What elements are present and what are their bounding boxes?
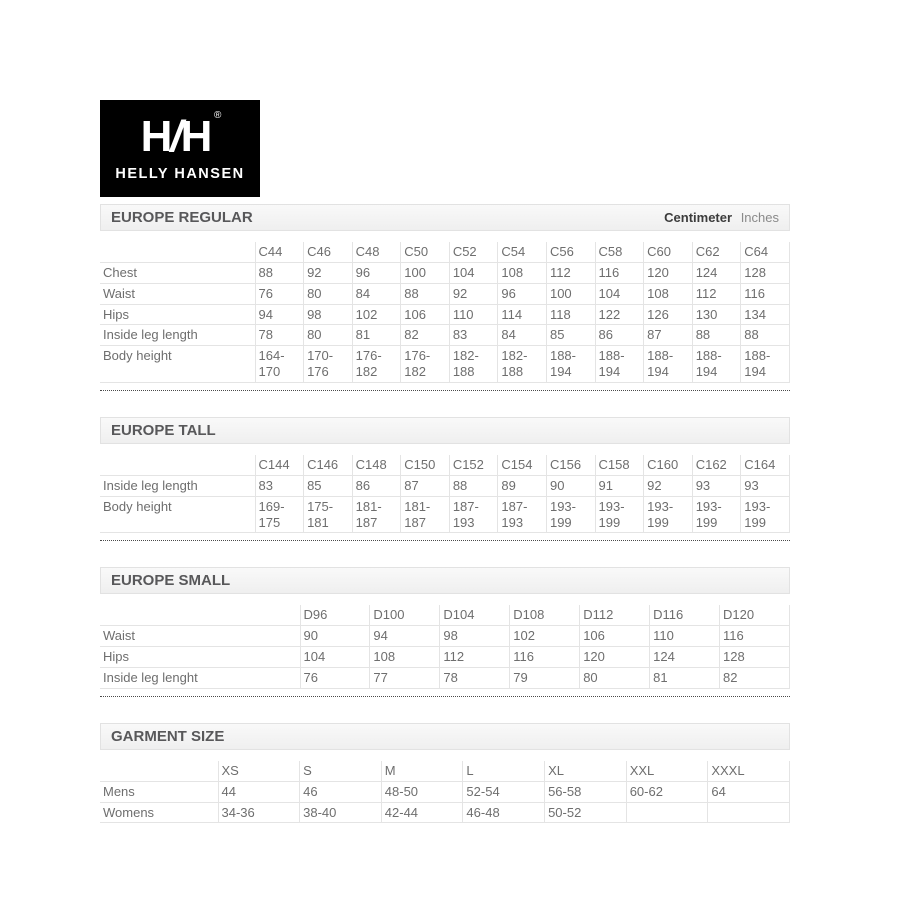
size-cell: 79 (510, 668, 580, 689)
size-cell: 104 (449, 262, 498, 283)
row-label: Hips (100, 647, 300, 668)
logo-letter-left: H (140, 112, 170, 161)
size-cell: 116 (741, 283, 790, 304)
size-cell: 182-188 (498, 346, 547, 383)
column-header: XXL (626, 761, 708, 781)
size-cell: 77 (370, 668, 440, 689)
column-header: S (300, 761, 382, 781)
size-cell: 82 (720, 668, 790, 689)
size-cell: 86 (595, 325, 644, 346)
size-cell: 120 (580, 647, 650, 668)
size-cell: 188-194 (644, 346, 693, 383)
table-row (100, 262, 790, 283)
size-cell: 118 (546, 304, 595, 325)
column-header: C46 (304, 242, 353, 262)
size-cell: 87 (644, 325, 693, 346)
size-cell: 100 (546, 283, 595, 304)
column-header: D116 (650, 605, 720, 625)
size-cell: 193-199 (692, 496, 741, 533)
size-cell: 169-175 (255, 496, 304, 533)
section-title: EUROPE REGULAR (111, 209, 253, 226)
section-divider (100, 696, 790, 697)
size-cell: 128 (720, 647, 790, 668)
column-header: XS (218, 761, 300, 781)
size-cell (626, 802, 708, 823)
size-cell: 93 (741, 475, 790, 496)
table-row (100, 647, 790, 668)
size-cell: 100 (401, 262, 450, 283)
size-cell: 114 (498, 304, 547, 325)
size-cell (708, 802, 790, 823)
column-header: C50 (401, 242, 450, 262)
size-cell: 80 (304, 325, 353, 346)
size-cell: 90 (546, 475, 595, 496)
table-europe-tall (100, 455, 790, 533)
row-label: Womens (100, 802, 218, 823)
size-cell: 182-188 (449, 346, 498, 383)
column-header: C156 (546, 455, 595, 475)
size-cell: 60-62 (626, 781, 708, 802)
column-header: C152 (449, 455, 498, 475)
section-header-europe-regular (100, 204, 790, 231)
table-europe-small (100, 605, 790, 688)
column-header: C144 (255, 455, 304, 475)
column-header: D96 (300, 605, 370, 625)
page-content (100, 100, 790, 823)
size-cell: 108 (370, 647, 440, 668)
size-cell: 122 (595, 304, 644, 325)
size-cell: 188-194 (692, 346, 741, 383)
table-row (100, 325, 790, 346)
size-cell: 64 (708, 781, 790, 802)
size-cell: 110 (650, 626, 720, 647)
size-cell: 116 (720, 626, 790, 647)
size-cell: 81 (650, 668, 720, 689)
size-cell: 76 (300, 668, 370, 689)
size-cell: 83 (449, 325, 498, 346)
size-cell: 106 (580, 626, 650, 647)
size-cell: 181-187 (352, 496, 401, 533)
section-header-europe-small (100, 567, 790, 594)
size-cell: 170-176 (304, 346, 353, 383)
column-header: XXXL (708, 761, 790, 781)
column-header: C44 (255, 242, 304, 262)
size-cell: 104 (595, 283, 644, 304)
size-cell: 42-44 (381, 802, 463, 823)
size-cell: 34-36 (218, 802, 300, 823)
size-cell: 87 (401, 475, 450, 496)
size-cell: 134 (741, 304, 790, 325)
row-label: Waist (100, 626, 300, 647)
table-row (100, 475, 790, 496)
column-header: XL (545, 761, 627, 781)
size-cell: 94 (370, 626, 440, 647)
size-cell: 85 (304, 475, 353, 496)
column-header: C64 (741, 242, 790, 262)
size-cell: 85 (546, 325, 595, 346)
size-cell: 98 (440, 626, 510, 647)
size-cell: 84 (498, 325, 547, 346)
size-cell: 78 (255, 325, 304, 346)
size-cell: 187-193 (498, 496, 547, 533)
helly-hansen-logo (100, 100, 260, 197)
row-label: Hips (100, 304, 255, 325)
logo-letter-right: H (180, 112, 210, 161)
size-cell: 193-199 (595, 496, 644, 533)
table-europe-regular (100, 242, 790, 383)
size-cell: 46 (300, 781, 382, 802)
size-cell: 88 (449, 475, 498, 496)
column-header: D112 (580, 605, 650, 625)
size-cell: 80 (304, 283, 353, 304)
size-cell: 124 (650, 647, 720, 668)
size-cell: 96 (352, 262, 401, 283)
size-cell: 124 (692, 262, 741, 283)
size-cell: 112 (440, 647, 510, 668)
size-cell: 38-40 (300, 802, 382, 823)
size-cell: 188-194 (741, 346, 790, 383)
unit-centimeter-link[interactable]: Centimeter (664, 210, 733, 225)
unit-toggle (664, 210, 779, 225)
size-cell: 193-199 (741, 496, 790, 533)
logo-brand-name: HELLY HANSEN (115, 166, 245, 182)
size-cell: 126 (644, 304, 693, 325)
size-cell: 193-199 (546, 496, 595, 533)
size-cell: 92 (644, 475, 693, 496)
size-cell: 96 (498, 283, 547, 304)
size-cell: 56-58 (545, 781, 627, 802)
size-cell: 90 (300, 626, 370, 647)
hh-logo-mark (140, 110, 222, 161)
size-cell: 128 (741, 262, 790, 283)
size-cell: 112 (546, 262, 595, 283)
size-cell: 84 (352, 283, 401, 304)
column-header: D120 (720, 605, 790, 625)
table-corner-cell (100, 761, 218, 781)
section-header-europe-tall (100, 417, 790, 444)
column-header: L (463, 761, 545, 781)
table-row (100, 781, 790, 802)
column-header: C160 (644, 455, 693, 475)
size-cell: 116 (510, 647, 580, 668)
size-cell: 193-199 (644, 496, 693, 533)
size-cell: 112 (692, 283, 741, 304)
size-cell: 91 (595, 475, 644, 496)
size-cell: 176-182 (401, 346, 450, 383)
size-cell: 46-48 (463, 802, 545, 823)
size-cell: 120 (644, 262, 693, 283)
table-garment-size (100, 761, 790, 824)
column-header: C62 (692, 242, 741, 262)
row-label: Waist (100, 283, 255, 304)
size-cell: 88 (692, 325, 741, 346)
size-cell: 176-182 (352, 346, 401, 383)
size-cell: 93 (692, 475, 741, 496)
table-row (100, 626, 790, 647)
column-header: C164 (741, 455, 790, 475)
size-cell: 188-194 (546, 346, 595, 383)
column-header: C158 (595, 455, 644, 475)
size-cell: 81 (352, 325, 401, 346)
size-cell: 82 (401, 325, 450, 346)
row-label: Body height (100, 496, 255, 533)
size-cell: 175-181 (304, 496, 353, 533)
column-header: M (381, 761, 463, 781)
column-header: C54 (498, 242, 547, 262)
unit-inches-link[interactable]: Inches (740, 210, 779, 225)
size-cell: 88 (741, 325, 790, 346)
column-header: C60 (644, 242, 693, 262)
row-label: Inside leg lenght (100, 668, 300, 689)
column-header: C154 (498, 455, 547, 475)
row-label: Inside leg length (100, 475, 255, 496)
size-cell: 106 (401, 304, 450, 325)
section-header-garment-size (100, 723, 790, 750)
section-divider (100, 390, 790, 391)
table-row (100, 346, 790, 383)
size-cell: 48-50 (381, 781, 463, 802)
table-corner-cell (100, 242, 255, 262)
size-cell: 88 (401, 283, 450, 304)
row-label: Chest (100, 262, 255, 283)
size-cell: 110 (449, 304, 498, 325)
size-cell: 52-54 (463, 781, 545, 802)
table-row (100, 668, 790, 689)
size-cell: 89 (498, 475, 547, 496)
size-cell: 86 (352, 475, 401, 496)
column-header: C58 (595, 242, 644, 262)
size-cell: 80 (580, 668, 650, 689)
size-cell: 50-52 (545, 802, 627, 823)
row-label: Body height (100, 346, 255, 383)
section-divider (100, 540, 790, 541)
size-cell: 102 (352, 304, 401, 325)
size-cell: 83 (255, 475, 304, 496)
column-header: C146 (304, 455, 353, 475)
registered-trademark-icon: ® (214, 110, 222, 121)
column-header: C148 (352, 455, 401, 475)
size-cell: 92 (304, 262, 353, 283)
size-cell: 92 (449, 283, 498, 304)
section-title: EUROPE TALL (111, 422, 216, 440)
section-title: EUROPE SMALL (111, 572, 231, 590)
size-cell: 188-194 (595, 346, 644, 383)
column-header: C56 (546, 242, 595, 262)
table-row (100, 283, 790, 304)
size-cell: 102 (510, 626, 580, 647)
size-cell: 98 (304, 304, 353, 325)
section-title: GARMENT SIZE (111, 727, 225, 745)
row-label: Mens (100, 781, 218, 802)
size-cell: 88 (255, 262, 304, 283)
column-header: D100 (370, 605, 440, 625)
column-header: D104 (440, 605, 510, 625)
table-row (100, 496, 790, 533)
size-cell: 94 (255, 304, 304, 325)
size-cell: 44 (218, 781, 300, 802)
column-header: C162 (692, 455, 741, 475)
table-row (100, 802, 790, 823)
size-cell: 116 (595, 262, 644, 283)
size-cell: 108 (644, 283, 693, 304)
size-cell: 78 (440, 668, 510, 689)
column-header: C48 (352, 242, 401, 262)
table-corner-cell (100, 605, 300, 625)
size-cell: 181-187 (401, 496, 450, 533)
table-row (100, 304, 790, 325)
size-cell: 108 (498, 262, 547, 283)
size-cell: 76 (255, 283, 304, 304)
size-cell: 187-193 (449, 496, 498, 533)
row-label: Inside leg length (100, 325, 255, 346)
table-corner-cell (100, 455, 255, 475)
column-header: C52 (449, 242, 498, 262)
logo-slash: / (170, 112, 180, 161)
column-header: C150 (401, 455, 450, 475)
size-cell: 130 (692, 304, 741, 325)
column-header: D108 (510, 605, 580, 625)
size-cell: 164-170 (255, 346, 304, 383)
size-cell: 104 (300, 647, 370, 668)
